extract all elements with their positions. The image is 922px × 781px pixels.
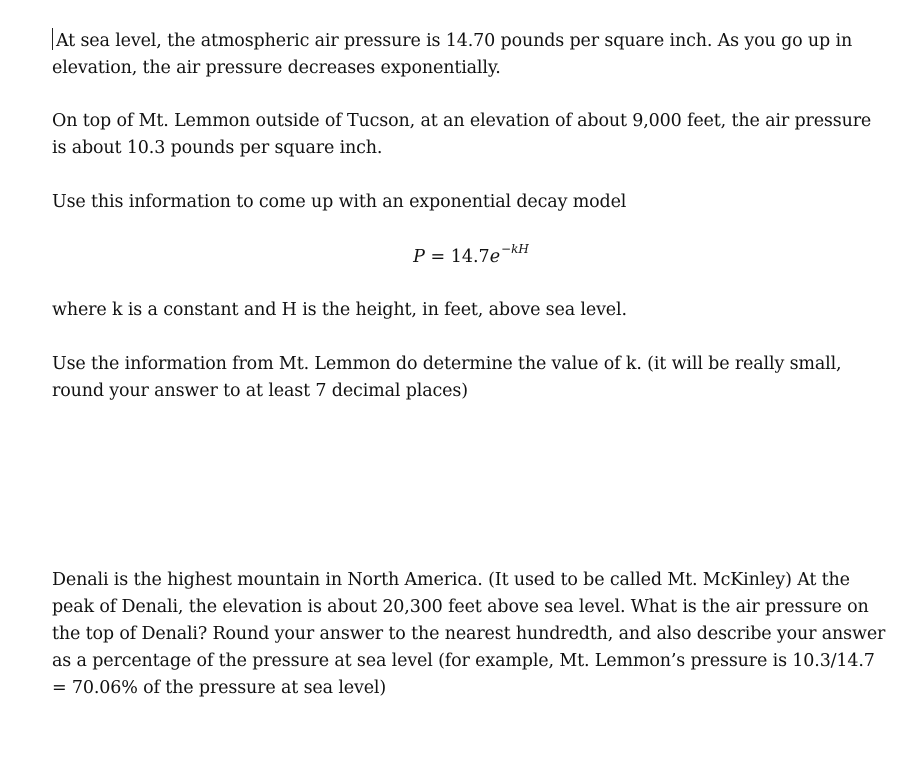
paragraph-model-instruction: Use this information to come up with an exponential decay model bbox=[52, 192, 627, 212]
paragraph-sea-level-pressure[interactable] bbox=[52, 28, 890, 82]
equation-lhs: P bbox=[413, 247, 425, 267]
equation-equals: = bbox=[424, 247, 451, 267]
paragraph-variable-definitions: where k is a constant and H is the height, in feet, above sea level. bbox=[52, 300, 627, 320]
paragraph-denali-question: Denali is the highest mountain in North America. (It used to be called Mt. McKinley) At the peak of Denali, the elevation is about 20,300 feet above sea level. What is the air pressure on the top of Denali? Round your answer to the nearest hundredth, and also describe your answer as a percentage of the pressure at sea level (for example, Mt. Lemmon’s pressure is 10.3/14.7 = 70.06% of the pressure at sea level) bbox=[52, 570, 886, 698]
equation-base: e bbox=[489, 247, 501, 267]
decay-model-equation bbox=[0, 244, 922, 272]
text-cursor bbox=[52, 28, 53, 50]
equation-coefficient: 14.7 bbox=[450, 247, 490, 267]
paragraph-determine-k: Use the information from Mt. Lemmon do determine the value of k. (it will be really small, round your answer to at least 7 decimal places) bbox=[52, 354, 842, 401]
paragraph-text: At sea level, the atmospheric air pressure is 14.70 pounds per square inch. As you go up in elevation, the air pressure decreases exponentially. bbox=[52, 31, 853, 78]
paragraph-mt-lemmon-pressure: On top of Mt. Lemmon outside of Tucson, at an elevation of about 9,000 feet, the air pressure is about 10.3 pounds per square inch. bbox=[52, 111, 872, 158]
equation-exponent: −kH bbox=[501, 242, 529, 256]
